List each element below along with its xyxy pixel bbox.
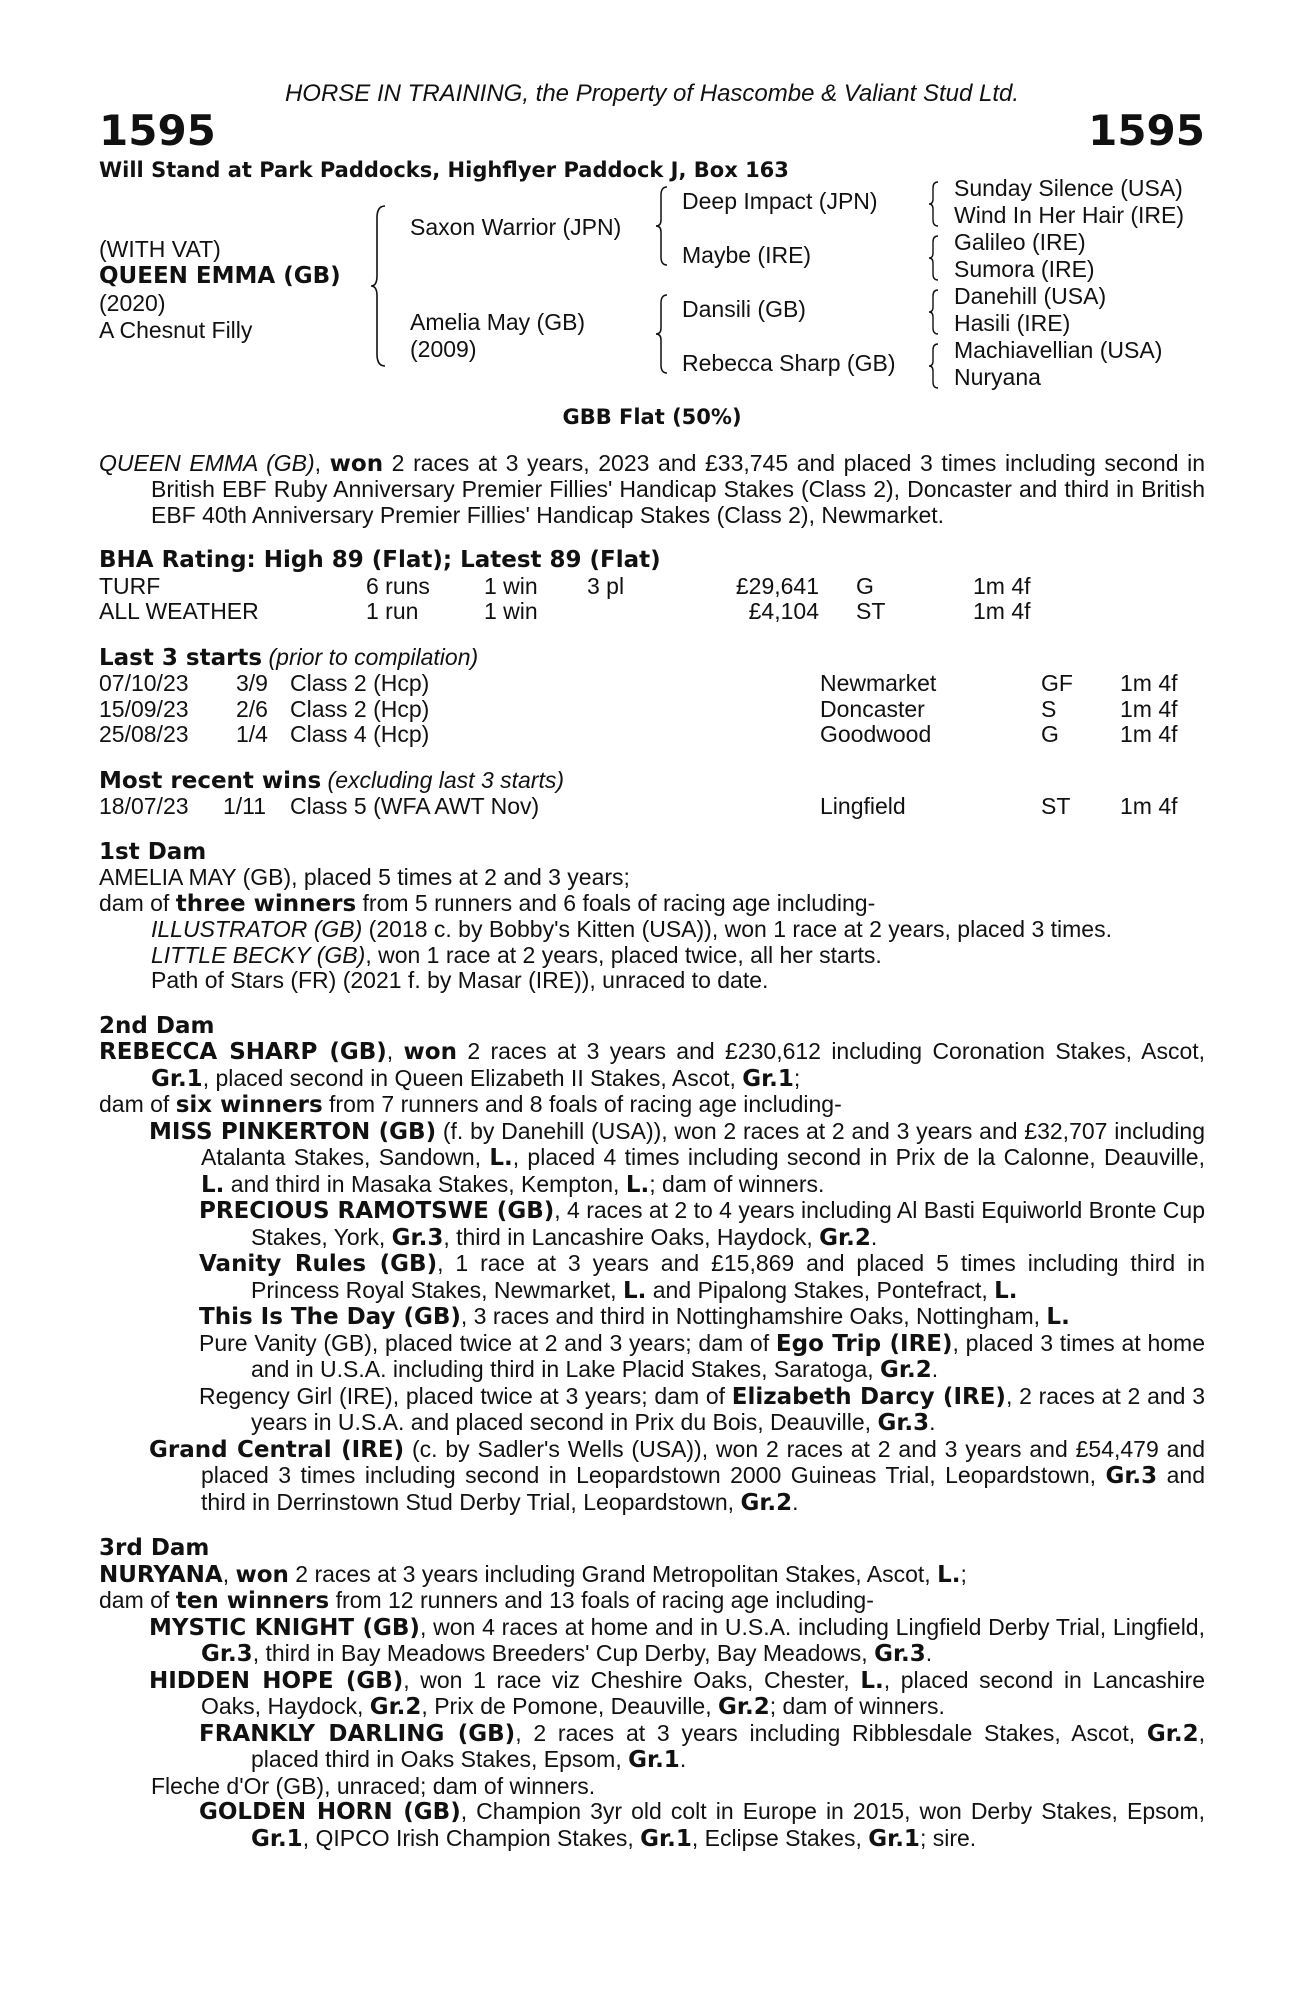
text: , Eclipse Stakes, <box>691 1824 869 1851</box>
grade: L. <box>994 1277 1018 1304</box>
bha-runs: 1 run <box>366 598 419 624</box>
produce-name: Grand Central (IRE) <box>149 1436 405 1463</box>
third-dam-record <box>99 1562 1205 1589</box>
horse-year: (2020) <box>99 290 166 316</box>
gen3-sss: Sunday Silence (USA) <box>954 175 1183 201</box>
produce-item <box>99 1119 1205 1199</box>
win-class: Class 5 (WFA AWT Nov) <box>290 793 540 819</box>
produce-name: Elizabeth Darcy (IRE) <box>731 1383 1006 1410</box>
winners-count: ten winners <box>175 1588 330 1614</box>
text: , third in Lancashire Oaks, Haydock, <box>443 1223 820 1250</box>
win-position: 1/11 <box>223 793 267 819</box>
text: 2 races at 3 years and £230,612 including Coronation Stakes, Ascot, <box>456 1038 1206 1064</box>
dam-name: Amelia May (GB) <box>410 309 586 335</box>
text: . <box>925 1640 933 1666</box>
horse-name: QUEEN EMMA (GB) <box>99 263 341 289</box>
produce-name: HIDDEN HOPE (GB) <box>149 1667 404 1694</box>
produce-item <box>99 1304 1205 1331</box>
sire-sire: Deep Impact (JPN) <box>682 188 878 214</box>
start-class: Class 2 (Hcp) <box>290 695 430 722</box>
bha-distance: 1m 4f <box>973 572 1031 599</box>
grade: L. <box>622 1277 647 1304</box>
produce-item <box>99 1799 1205 1852</box>
summary-won: won <box>329 450 384 477</box>
text: , 4 races at 2 to 4 years including Al Basti Equiworld Bronte Cup Stakes, York, <box>251 1197 1205 1250</box>
bha-going: ST <box>856 598 886 624</box>
produce-name: MISS PINKERTON (GB) <box>149 1118 437 1145</box>
grade: Gr.2 <box>369 1694 422 1720</box>
bha-surface: ALL WEATHER <box>99 598 259 624</box>
produce-text: (2018 c. by Bobby's Kitten (USA)), won 1 race at 2 years, placed 3 times. <box>362 916 1112 942</box>
produce-name: Vanity Rules (GB) <box>199 1251 438 1277</box>
text: , QIPCO Irish Champion Stakes, <box>302 1824 641 1851</box>
win-distance: 1m 4f <box>1120 793 1178 819</box>
grade: Gr.2 <box>880 1357 932 1383</box>
page-header: HORSE IN TRAINING, the Property of Hascombe & Valiant Stud Ltd. <box>284 80 1020 107</box>
second-dam-section <box>99 1014 1205 1517</box>
start-date: 25/08/23 <box>99 721 189 747</box>
start-distance: 1m 4f <box>1120 695 1178 722</box>
text: dam of <box>99 889 176 916</box>
text: (f. by Danehill (USA)), won 2 races at 2 and 3 years and £32,707 including Atalanta Stakes, Sandown, <box>201 1117 1205 1170</box>
start-going: S <box>1041 695 1057 722</box>
lot-number-right: 1595 <box>1088 106 1205 155</box>
text: , Champion 3yr old colt in Europe in 2015, won Derby Stakes, Epsom, <box>460 1798 1205 1824</box>
start-date: 15/09/23 <box>99 695 189 722</box>
won: won <box>403 1039 457 1065</box>
second-dam-record <box>99 1039 1205 1092</box>
stand-location: Will Stand at Park Paddocks, Highflyer Paddock J, Box 163 <box>99 158 789 182</box>
recent-title: Most recent wins <box>99 767 322 794</box>
grade: Gr.3 <box>201 1641 253 1667</box>
vat-note: (WITH VAT) <box>99 236 221 262</box>
grade: Gr.2 <box>819 1224 871 1251</box>
grade: Gr.2 <box>718 1694 770 1720</box>
grade: L. <box>489 1145 513 1171</box>
text: . <box>679 1746 687 1772</box>
text: . <box>929 1409 936 1435</box>
gen3-dsd: Hasili (IRE) <box>954 310 1071 336</box>
produce-name: ILLUSTRATOR (GB) <box>151 916 363 942</box>
last3-heading <box>99 645 1205 672</box>
produce-item <box>99 917 1205 943</box>
text: from 12 runners and 13 foals of racing age including- <box>329 1587 874 1613</box>
text: , placed third in Oaks Stakes, Epsom, <box>251 1719 1205 1772</box>
bha-row-turf <box>99 574 1205 600</box>
text: , 2 races at 3 years including Ribblesdale Stakes, Ascot, <box>515 1719 1147 1746</box>
produce-name: MYSTIC KNIGHT (GB) <box>149 1614 420 1641</box>
win-date: 18/07/23 <box>99 793 189 819</box>
text: , placed 4 times including second in Prix de la Calonne, Deauville, <box>512 1144 1205 1170</box>
text: ; dam of winners. <box>649 1170 825 1197</box>
dam-name: NURYANA <box>99 1561 223 1588</box>
last-3-starts-section <box>99 645 1205 748</box>
grade: Gr.1 <box>151 1065 203 1092</box>
bha-wins: 1 win <box>484 572 538 599</box>
dam-name: REBECCA SHARP (GB) <box>99 1039 387 1065</box>
produce-item <box>99 1668 1205 1721</box>
produce-name: Ego Trip (IRE) <box>775 1330 953 1357</box>
text: Pure Vanity (GB), placed twice at 2 and 3 years; dam of <box>199 1329 776 1356</box>
grade: Gr.3 <box>874 1641 926 1667</box>
text: (c. by Sadler's Wells (USA)), won 2 races at 2 and 3 years and £54,479 and placed 3 times including second in Leopardstown 2000 Guineas Trial, Leopardstown, <box>201 1435 1205 1488</box>
produce-name: This Is The Day (GB) <box>199 1304 461 1330</box>
produce-name: GOLDEN HORN (GB) <box>199 1799 461 1825</box>
produce-name: FRANKLY DARLING (GB) <box>199 1720 516 1747</box>
grade: Gr.1 <box>640 1825 692 1852</box>
start-row <box>99 722 1205 748</box>
brace-ds <box>927 287 941 337</box>
won: won <box>235 1561 289 1588</box>
text: , placed 3 times at home and in U.S.A. including third in Lake Placid Stakes, Saratoga, <box>251 1329 1206 1382</box>
text: , 2 races at 2 and 3 years in U.S.A. and placed second in Prix du Bois, Deauville, <box>251 1382 1205 1435</box>
recent-heading <box>99 768 1205 795</box>
produce-item <box>99 1198 1205 1251</box>
text: , 3 races and third in Nottinghamshire Oaks, Nottingham, <box>460 1303 1047 1329</box>
first-dam-produce-line <box>99 891 1205 918</box>
start-class: Class 4 (Hcp) <box>290 721 430 747</box>
start-course: Doncaster <box>820 695 925 722</box>
winners-count: three winners <box>175 890 357 917</box>
text: and third in Masaka Stakes, Kempton, <box>224 1170 626 1197</box>
last3-note: (prior to compilation) <box>262 643 479 670</box>
produce-item <box>99 1384 1205 1437</box>
text: and Pipalong Stakes, Pontefract, <box>646 1276 995 1303</box>
grade: Gr.2 <box>740 1489 793 1516</box>
dam-dam: Rebecca Sharp (GB) <box>682 350 896 376</box>
produce-item: Fleche d'Or (GB), unraced; dam of winners. <box>151 1772 596 1799</box>
first-dam-line: AMELIA MAY (GB), placed 5 times at 2 and 3 years; <box>99 864 630 890</box>
brace-ss <box>927 179 941 229</box>
grade: Gr.1 <box>251 1825 303 1852</box>
third-dam-section <box>99 1536 1205 1852</box>
text: , third in Bay Meadows Breeders' Cup Derby, Bay Meadows, <box>252 1640 875 1666</box>
start-distance: 1m 4f <box>1120 721 1178 747</box>
grade: Gr.1 <box>628 1747 680 1773</box>
gbb-status: GBB Flat (50%) <box>562 405 742 429</box>
third-dam-produce-line <box>99 1588 1205 1615</box>
text: , won 4 races at home and in U.S.A. including Lingfield Derby Trial, Lingfield, <box>419 1613 1205 1640</box>
gen3-dss: Danehill (USA) <box>954 283 1107 309</box>
grade: L. <box>937 1561 961 1588</box>
first-dam-section <box>99 840 1205 994</box>
start-course: Newmarket <box>820 670 937 696</box>
produce-item <box>99 1331 1205 1384</box>
pedigree-table <box>99 175 1205 399</box>
text: ; dam of winners. <box>769 1693 945 1719</box>
sire-dam: Maybe (IRE) <box>682 242 812 268</box>
text: . <box>792 1488 799 1515</box>
gen3-sdd: Sumora (IRE) <box>954 256 1095 282</box>
bha-distance: 1m 4f <box>973 598 1031 624</box>
winners-count: six winners <box>175 1092 323 1118</box>
win-row <box>99 794 1205 820</box>
brace-dd <box>927 341 941 391</box>
start-position: 1/4 <box>236 721 268 747</box>
grade: Gr.3 <box>391 1224 444 1251</box>
text: , Prix de Pomone, Deauville, <box>421 1693 719 1719</box>
text: , <box>222 1560 236 1587</box>
start-row <box>99 697 1205 723</box>
text: from 7 runners and 8 foals of racing age including- <box>322 1091 842 1117</box>
recent-wins-section <box>99 768 1205 820</box>
bha-placed: 3 pl <box>587 572 625 599</box>
text: dam of <box>99 1587 176 1613</box>
text: 2 races at 3 years including Grand Metropolitan Stakes, Ascot, <box>288 1560 938 1587</box>
summary-text: 2 races at 3 years, 2023 and £33,745 and placed 3 times including second in British EBF Ruby Anniversary Premier Fillies' Handicap Stakes (Class 2), Doncaster and third in British EBF 40th Anniversary Premier Fillies' Handicap Stakes (Class 2), Newmarket. <box>151 449 1205 528</box>
start-position: 2/6 <box>236 695 268 722</box>
produce-name: LITTLE BECKY (GB) <box>151 941 366 968</box>
grade: L. <box>1046 1304 1070 1330</box>
race-summary: QUEEN EMMA (GB), won 2 races at 3 years, 2023 and £33,745 and placed 3 times including second in British EBF Ruby Anniversary Premier Fillies' Handicap Stakes (Class 2), Doncaster and third in British EBF 40th Anniversary Premier Fillies' Handicap Stakes (Class 2), Newmarket. <box>99 449 1205 528</box>
bha-heading: BHA Rating: High 89 (Flat); Latest 89 (Flat) <box>99 547 661 573</box>
recent-note: (excluding last 3 starts) <box>321 766 565 793</box>
pedigree-brace-dam <box>654 293 670 375</box>
grade: Gr.1 <box>868 1825 920 1852</box>
bha-amount: £4,104 <box>748 598 819 624</box>
text: dam of <box>99 1091 176 1117</box>
text: , placed second in Lancashire Oaks, Haydock, <box>201 1666 1205 1719</box>
grade: Gr.3 <box>877 1410 930 1436</box>
second-dam-heading: 2nd Dam <box>99 1012 215 1039</box>
lot-number-row <box>99 108 1205 154</box>
grade: L. <box>201 1171 225 1198</box>
bha-runs: 6 runs <box>366 572 430 599</box>
gen3-ddd: Nuryana <box>954 364 1041 390</box>
start-class: Class 2 (Hcp) <box>290 670 430 696</box>
text: and third in Derrinstown Stud Derby Trial, Leopardstown, <box>201 1462 1205 1515</box>
bha-row-all-weather <box>99 599 1205 625</box>
grade: Gr.2 <box>1146 1720 1199 1747</box>
bha-going: G <box>856 572 874 599</box>
gen3-dds: Machiavellian (USA) <box>954 337 1163 363</box>
text: ; <box>960 1560 967 1587</box>
text: Regency Girl (IRE), placed twice at 3 years; dam of <box>199 1382 732 1409</box>
first-dam-heading: 1st Dam <box>99 838 207 865</box>
gen3-sds: Galileo (IRE) <box>954 229 1086 255</box>
pedigree-brace-main <box>369 204 389 369</box>
catalogue-page <box>99 80 1205 1852</box>
text: , <box>386 1038 404 1064</box>
start-date: 07/10/23 <box>99 670 189 696</box>
horse-description: A Chesnut Filly <box>99 317 253 343</box>
third-dam-heading: 3rd Dam <box>99 1535 210 1561</box>
pedigree-brace-sire <box>654 185 670 267</box>
produce-item <box>99 943 1205 969</box>
lot-number-left: 1595 <box>99 106 216 155</box>
start-distance: 1m 4f <box>1120 670 1178 696</box>
sire-name: Saxon Warrior (JPN) <box>410 214 622 240</box>
grade: L. <box>860 1667 884 1694</box>
start-position: 3/9 <box>236 670 268 696</box>
text: . <box>870 1223 878 1250</box>
dam-year: (2009) <box>410 336 477 362</box>
summary-horse-name: QUEEN EMMA (GB) <box>99 449 315 476</box>
second-dam-produce-line <box>99 1092 1205 1119</box>
text: from 5 runners and 6 foals of racing age including- <box>356 889 876 916</box>
start-course: Goodwood <box>820 721 932 747</box>
dam-sire: Dansili (GB) <box>682 296 806 322</box>
bha-surface: TURF <box>99 572 161 599</box>
win-going: ST <box>1041 793 1071 819</box>
text: ; <box>793 1064 801 1091</box>
text: , 1 race at 3 years and £15,869 and placed 5 times including third in Princess Royal Stakes, Newmarket, <box>251 1250 1205 1303</box>
text: . <box>931 1356 939 1382</box>
gen3-ssd: Wind In Her Hair (IRE) <box>954 202 1185 228</box>
produce-item <box>99 1615 1205 1668</box>
brace-sd <box>927 233 941 283</box>
start-going: GF <box>1041 670 1073 696</box>
produce-item: Path of Stars (FR) (2021 f. by Masar (IRE)), unraced to date. <box>151 967 769 993</box>
text: , placed second in Queen Elizabeth II Stakes, Ascot, <box>202 1064 743 1091</box>
bha-amount: £29,641 <box>735 572 819 599</box>
produce-item <box>99 1437 1205 1517</box>
bha-rating-section <box>99 548 1205 625</box>
produce-item <box>99 1721 1205 1774</box>
grade: Gr.1 <box>742 1065 794 1092</box>
produce-text: , won 1 race at 2 years, placed twice, all her starts. <box>365 941 882 968</box>
last3-title: Last 3 starts <box>99 644 263 671</box>
produce-name: PRECIOUS RAMOTSWE (GB) <box>199 1198 555 1224</box>
grade: Gr.3 <box>1105 1463 1158 1489</box>
win-course: Lingfield <box>820 793 906 819</box>
bha-wins: 1 win <box>484 598 538 624</box>
grade: L. <box>625 1171 650 1198</box>
start-going: G <box>1041 721 1059 747</box>
start-row <box>99 671 1205 697</box>
text: , won 1 race viz Cheshire Oaks, Chester, <box>403 1666 861 1693</box>
produce-item <box>99 1251 1205 1304</box>
text: ; sire. <box>919 1824 977 1851</box>
